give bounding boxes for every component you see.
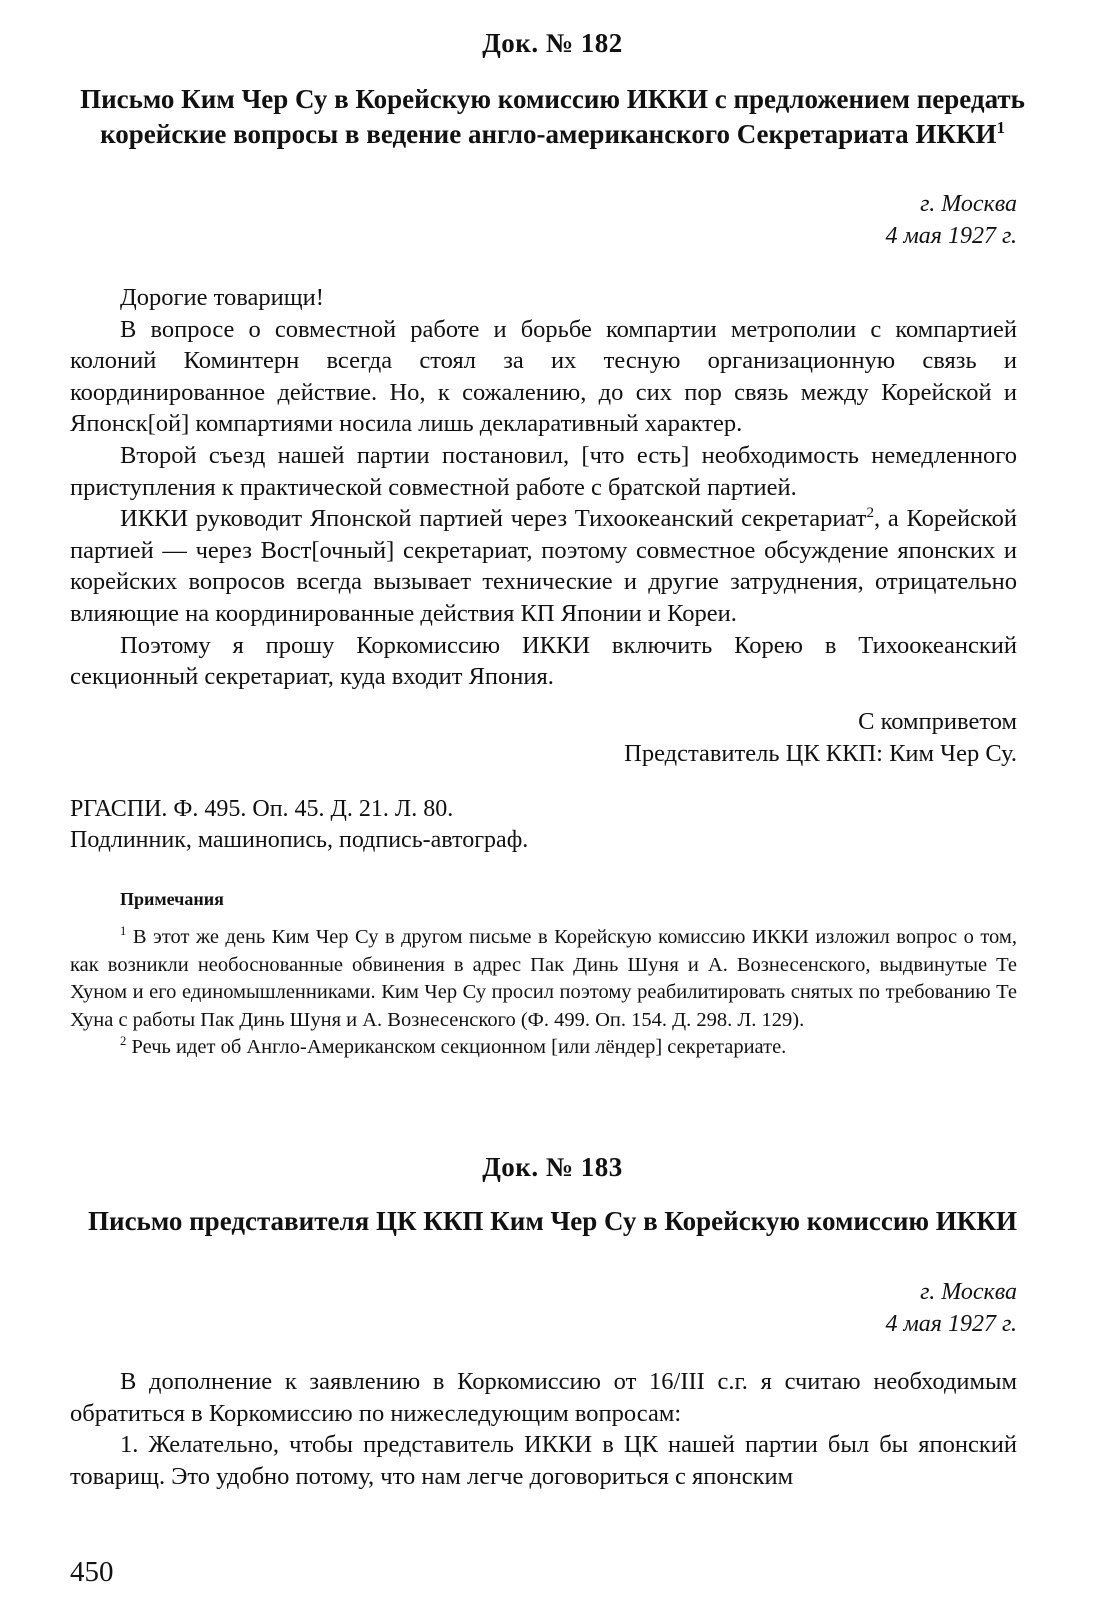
doc-183-body	[70, 1366, 1017, 1492]
doc-183-date: 4 мая 1927 г.	[885, 1311, 1017, 1337]
archive-desc: Подлинник, машинопись, подпись-автограф.	[70, 827, 529, 853]
paragraph-text: , а Корейской партией — через Вост[очный] секретариат, поэтому совместное обсуждение японских и корейских вопросов всегда вызывает технические и другие затруднения, отрицательно влияющие на координированные действия КП Японии и Кореи.	[70, 505, 1017, 627]
note-1-number: 1	[120, 924, 127, 939]
note-2-text: Речь идет об Англо-Американском секционном [или лёндер] секретариате.	[126, 1036, 787, 1058]
doc-182-place: г. Москва	[920, 191, 1017, 217]
greeting: Дорогие товарищи!	[120, 284, 324, 311]
paragraph: Поэтому я прошу Коркомиссию ИККИ включить Корею в Тихоокеанский секционный секретариат, куда входит Япония.	[70, 631, 1017, 691]
note-2-number: 2	[120, 1034, 127, 1049]
archive-reference	[70, 794, 528, 856]
doc-183-title: Письмо представителя ЦК ККП Ким Чер Су в Корейскую комиссию ИККИ	[88, 1206, 1017, 1236]
doc-183-place: г. Москва	[920, 1279, 1017, 1305]
page-number: 450	[70, 1556, 114, 1588]
footnote-ref-1: 1	[996, 118, 1005, 137]
note-2	[70, 1034, 1017, 1062]
doc-182-number: Док. № 182	[482, 28, 623, 58]
closing: С комприветом	[858, 708, 1017, 735]
paragraph-text: ИККИ руководит Японской партией через Тихоокеанский секретариат	[120, 505, 867, 533]
doc-182-date: 4 мая 1927 г.	[885, 223, 1017, 249]
notes	[70, 924, 1017, 1062]
paragraph: 1. Желательно, чтобы представитель ИККИ в ЦК нашей партии был бы японский товарищ. Это удобно потому, что нам легче договориться с японским	[70, 1431, 1017, 1490]
paragraph	[70, 503, 1017, 629]
notes-heading: Примечания	[120, 889, 224, 909]
doc-182-signature-block	[624, 706, 1017, 769]
doc-182-body	[70, 282, 1017, 693]
paragraph: В вопросе о совместной работе и борьбе компартии метрополии с компартией колоний Коминтерн всегда стоял за их тесную организационную связь и координированное действие. Но, к сожалению, до сих пор связь между Корейской и Японск[ой] компартиями носила лишь декларативный характер.	[70, 315, 1017, 438]
note-1-text: В этот же день Ким Чер Су в другом письме в Корейскую комиссию ИККИ изложил вопрос о том, как возникли необоснованные обвинения в адрес Пак Динь Шуня и А. Вознесенского, выдвинутые Те Хуном и его единомышленниками. Ким Чер Су просил поэтому реабилитировать снятых по требованию Те Хуна с работы Пак Динь Шуня и А. Вознесенского (Ф. 499. Оп. 154. Д. 298. Л. 129).	[70, 926, 1017, 1031]
doc-182-place-date	[885, 188, 1017, 252]
paragraph: В дополнение к заявлению в Коркомиссию от 16/III с.г. я считаю необходимым обратиться в Коркомиссию по нижеследующим вопросам:	[70, 1368, 1017, 1427]
note-1	[70, 924, 1017, 1034]
doc-182-title	[60, 82, 1045, 152]
doc-183-number: Док. № 183	[482, 1152, 623, 1182]
doc-183-place-date	[885, 1276, 1017, 1340]
signature: Представитель ЦК ККП: Ким Чер Су.	[624, 739, 1017, 767]
archive-ref: РГАСПИ. Ф. 495. Оп. 45. Д. 21. Л. 80.	[70, 796, 454, 822]
doc-182-title-text: Письмо Ким Чер Су в Корейскую комиссию ИККИ с предложением передать корейские вопросы в ведение англо-американского Секретариата ИККИ	[80, 84, 1025, 149]
paragraph: Второй съезд нашей партии постановил, [что есть] необходимость немедленного приступления к практической совместной работе с братской партией.	[70, 441, 1017, 501]
footnote-ref-2: 2	[866, 504, 875, 521]
